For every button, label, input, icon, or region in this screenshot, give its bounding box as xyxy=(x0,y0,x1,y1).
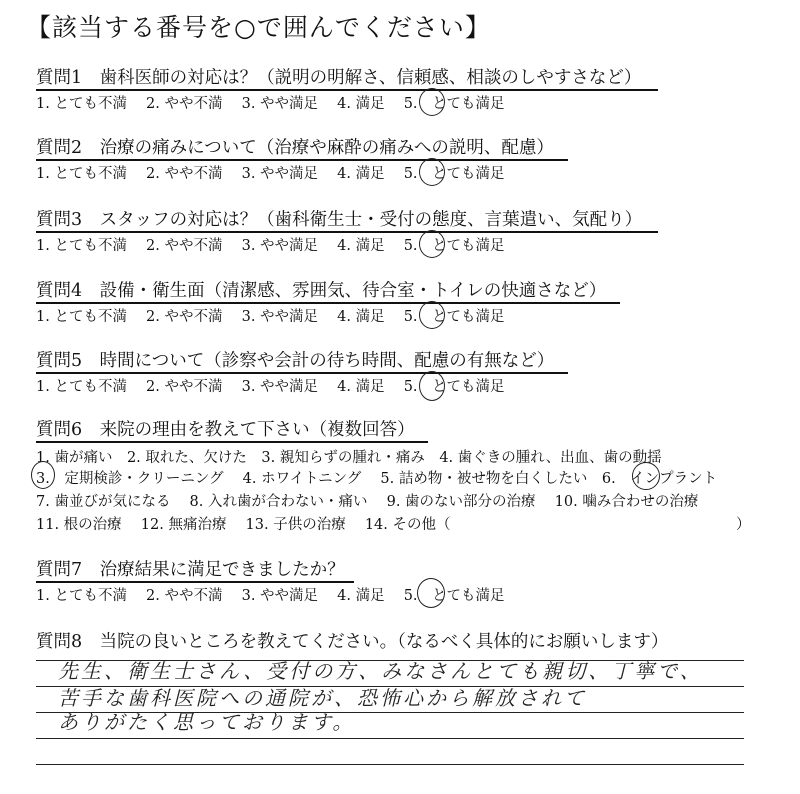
question-7-title: 質問7 治療結果に満足できましたか？ xyxy=(36,560,345,580)
question-2-title: 質問2 治療の痛みについて（治療や麻酔の痛みへの説明、配慮） xyxy=(36,138,554,158)
question-5-answer-circle xyxy=(419,371,445,401)
question-6-other-close-paren: ） xyxy=(736,517,751,533)
question-6-answer-circle-6 xyxy=(632,462,660,490)
handwritten-answer-line-2: 苦手な歯科医院への通院が、恐怖心から解放されて xyxy=(58,686,587,710)
question-2-answer-circle xyxy=(419,158,445,186)
question-7-underline xyxy=(36,581,354,583)
question-4-title: 質問4 設備・衛生面（清潔感、雰囲気、待合室・トイレの快適さなど） xyxy=(36,281,607,301)
handwritten-answer-line-1: 先生、衛生士さん、受付の方、みなさんとても親切、丁寧で、 xyxy=(58,659,703,683)
answer-line-4 xyxy=(36,738,744,739)
question-5-title: 質問5 時間について（診察や会計の待ち時間、配慮の有無など） xyxy=(36,351,555,371)
question-6-line-1[interactable]: 1. 歯が痛い 2. 取れた、欠けた 3. 親知らずの腫れ・痛み 4. 歯ぐきの腫れ、出血、歯の動揺 xyxy=(36,450,662,466)
question-5-options[interactable]: 1. とても不満 2. やや不満 3. やや満足 4. 満足 5. とても満足 xyxy=(36,379,505,395)
question-4-underline xyxy=(36,302,620,304)
question-1-underline xyxy=(36,89,658,91)
question-6-line-4[interactable]: 11. 根の治療 12. 無痛治療 13. 子供の治療 14. その他（ xyxy=(36,517,451,533)
question-6-answer-circle-3 xyxy=(31,461,55,489)
answer-line-5 xyxy=(36,764,744,765)
question-6-title: 質問6 来院の理由を教えて下さい（複数回答） xyxy=(36,420,415,440)
question-4-answer-circle xyxy=(419,301,445,329)
question-3-answer-circle xyxy=(419,230,445,258)
question-2-options[interactable]: 1. とても不満 2. やや不満 3. やや満足 4. 満足 5. とても満足 xyxy=(36,166,505,182)
question-3-underline xyxy=(36,231,658,233)
question-8-title: 質問8 当院の良いところを教えてください。（なるべく具体的にお願いします） xyxy=(36,632,669,652)
question-2-underline xyxy=(36,159,568,161)
question-1-answer-circle xyxy=(419,88,445,116)
question-1-options[interactable]: 1. とても不満 2. やや不満 3. やや満足 4. 満足 5. とても満足 xyxy=(36,96,505,112)
question-7-options[interactable]: 1. とても不満 2. やや不満 3. やや満足 4. 満足 5. とても満足 xyxy=(36,588,505,604)
question-1-title: 質問1 歯科医師の対応は？（説明の明解さ、信頼感、相談のしやすさなど） xyxy=(36,68,642,88)
question-6-line-3[interactable]: 7. 歯並びが気になる 8. 入れ歯が合わない・痛い 9. 歯のない部分の治療 10. 噛み合わせの治療 xyxy=(36,494,699,510)
question-6-line-2[interactable]: 3. 定期検診・クリーニング 4. ホワイトニング 5. 詰め物・被せ物を白くしたい 6. インプラント xyxy=(36,471,718,487)
question-3-title: 質問3 スタッフの対応は？（歯科衛生士・受付の態度、言葉遣い、気配り） xyxy=(36,210,643,230)
question-5-underline xyxy=(36,372,568,374)
question-6-underline xyxy=(36,441,428,443)
question-4-options[interactable]: 1. とても不満 2. やや不満 3. やや満足 4. 満足 5. とても満足 xyxy=(36,309,505,325)
handwritten-answer-line-3: ありがたく思っております。 xyxy=(58,710,356,734)
page-header: 【該当する番号を○で囲んでください】 xyxy=(26,13,491,42)
question-7-answer-circle xyxy=(417,578,445,608)
question-3-options[interactable]: 1. とても不満 2. やや不満 3. やや満足 4. 満足 5. とても満足 xyxy=(36,238,505,254)
